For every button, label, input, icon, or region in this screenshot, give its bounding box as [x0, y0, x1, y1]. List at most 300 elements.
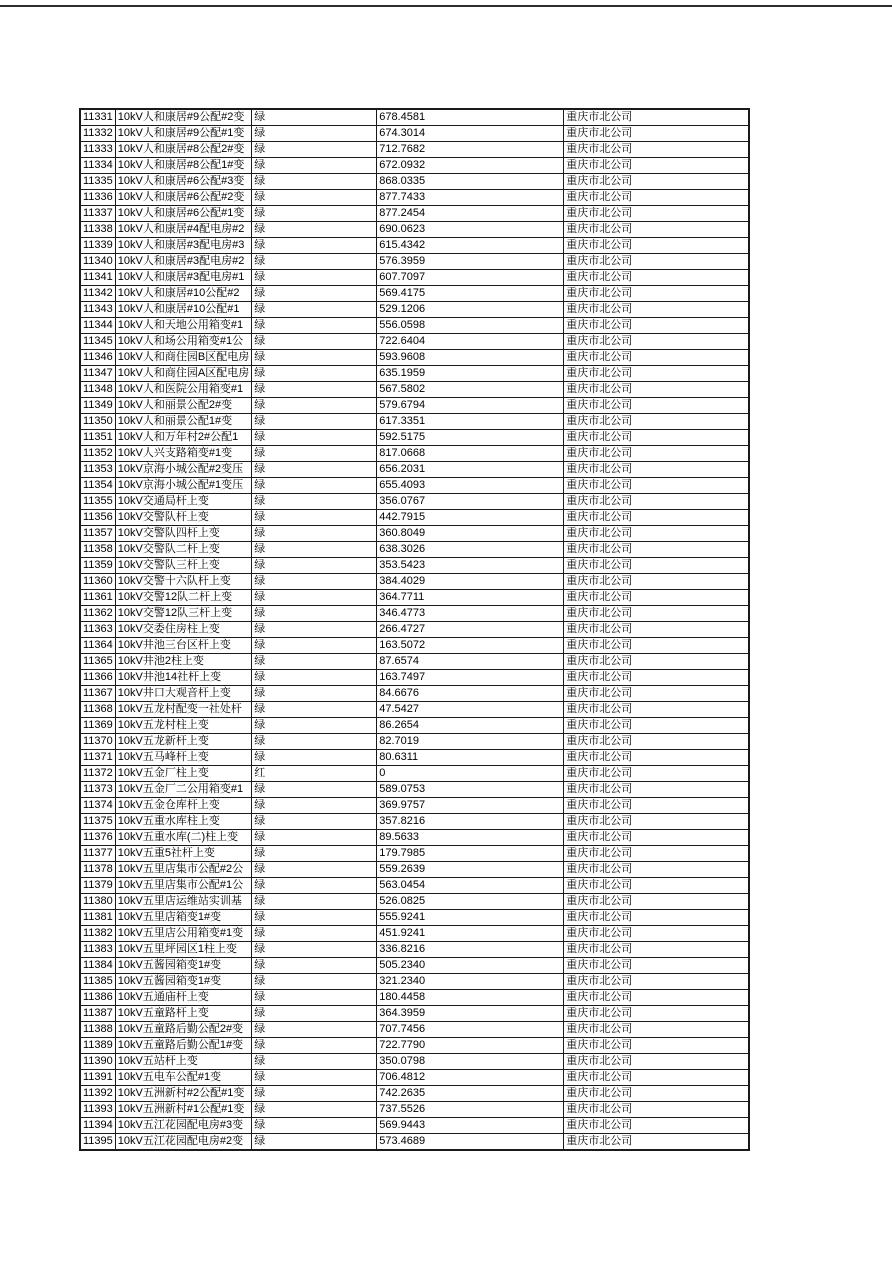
cell-status[interactable]: 绿	[252, 990, 377, 1006]
cell-company[interactable]: 重庆市北公司	[564, 462, 749, 478]
cell-name[interactable]: 10kV五电车公配#1变	[115, 1070, 251, 1086]
cell-id[interactable]: 11382	[80, 926, 115, 942]
cell-company[interactable]: 重庆市北公司	[564, 958, 749, 974]
cell-status[interactable]: 绿	[252, 846, 377, 862]
cell-company[interactable]: 重庆市北公司	[564, 158, 749, 174]
cell-value[interactable]: 360.8049	[377, 526, 564, 542]
cell-name[interactable]: 10kV五重水库柱上变	[115, 814, 251, 830]
cell-name[interactable]: 10kV人和康居#8公配1#变	[115, 158, 251, 174]
cell-id[interactable]: 11374	[80, 798, 115, 814]
cell-name[interactable]: 10kV五通庙杆上变	[115, 990, 251, 1006]
cell-value[interactable]: 638.3026	[377, 542, 564, 558]
cell-name[interactable]: 10kV井池14社杆上变	[115, 670, 251, 686]
cell-id[interactable]: 11392	[80, 1086, 115, 1102]
cell-value[interactable]: 364.7711	[377, 590, 564, 606]
cell-name[interactable]: 10kV五酱园箱变1#变	[115, 974, 251, 990]
cell-status[interactable]: 绿	[252, 830, 377, 846]
cell-company[interactable]: 重庆市北公司	[564, 750, 749, 766]
cell-value[interactable]: 180.4458	[377, 990, 564, 1006]
cell-name[interactable]: 10kV人和医院公用箱变#1	[115, 382, 251, 398]
cell-name[interactable]: 10kV井口大观音杆上变	[115, 686, 251, 702]
cell-id[interactable]: 11360	[80, 574, 115, 590]
cell-id[interactable]: 11376	[80, 830, 115, 846]
cell-id[interactable]: 11342	[80, 286, 115, 302]
cell-id[interactable]: 11335	[80, 174, 115, 190]
cell-company[interactable]: 重庆市北公司	[564, 878, 749, 894]
cell-company[interactable]: 重庆市北公司	[564, 526, 749, 542]
cell-id[interactable]: 11357	[80, 526, 115, 542]
cell-status[interactable]: 绿	[252, 382, 377, 398]
cell-value[interactable]: 80.6311	[377, 750, 564, 766]
cell-company[interactable]: 重庆市北公司	[564, 318, 749, 334]
cell-id[interactable]: 11370	[80, 734, 115, 750]
cell-company[interactable]: 重庆市北公司	[564, 846, 749, 862]
cell-id[interactable]: 11369	[80, 718, 115, 734]
cell-name[interactable]: 10kV五金仓库杆上变	[115, 798, 251, 814]
cell-name[interactable]: 10kV井池三台区杆上变	[115, 638, 251, 654]
cell-name[interactable]: 10kV交警队二杆上变	[115, 542, 251, 558]
cell-name[interactable]: 10kV人和康居#9公配#2变	[115, 109, 251, 126]
cell-status[interactable]: 绿	[252, 430, 377, 446]
cell-name[interactable]: 10kV人和丽景公配1#变	[115, 414, 251, 430]
cell-value[interactable]: 163.5072	[377, 638, 564, 654]
cell-value[interactable]: 353.5423	[377, 558, 564, 574]
cell-status[interactable]: 绿	[252, 734, 377, 750]
cell-value[interactable]: 868.0335	[377, 174, 564, 190]
cell-name[interactable]: 10kV京海小城公配#1变压	[115, 478, 251, 494]
cell-status[interactable]: 绿	[252, 958, 377, 974]
cell-name[interactable]: 10kV五里店集市公配#2公	[115, 862, 251, 878]
cell-value[interactable]: 589.0753	[377, 782, 564, 798]
cell-status[interactable]: 绿	[252, 1022, 377, 1038]
cell-name[interactable]: 10kV交警队四杆上变	[115, 526, 251, 542]
cell-id[interactable]: 11379	[80, 878, 115, 894]
cell-value[interactable]: 707.7456	[377, 1022, 564, 1038]
cell-id[interactable]: 11372	[80, 766, 115, 782]
cell-value[interactable]: 877.7433	[377, 190, 564, 206]
cell-status[interactable]: 绿	[252, 974, 377, 990]
cell-company[interactable]: 重庆市北公司	[564, 126, 749, 142]
cell-name[interactable]: 10kV人和康居#10公配#2	[115, 286, 251, 302]
cell-status[interactable]: 绿	[252, 894, 377, 910]
cell-status[interactable]: 绿	[252, 238, 377, 254]
cell-status[interactable]: 绿	[252, 254, 377, 270]
cell-status[interactable]: 绿	[252, 526, 377, 542]
cell-name[interactable]: 10kV五里坪园区1柱上变	[115, 942, 251, 958]
cell-id[interactable]: 11364	[80, 638, 115, 654]
cell-status[interactable]: 绿	[252, 910, 377, 926]
cell-value[interactable]: 678.4581	[377, 109, 564, 126]
cell-value[interactable]: 555.9241	[377, 910, 564, 926]
cell-value[interactable]: 86.2654	[377, 718, 564, 734]
cell-status[interactable]: 绿	[252, 1134, 377, 1151]
cell-value[interactable]: 593.9608	[377, 350, 564, 366]
cell-name[interactable]: 10kV人和康居#6公配#1变	[115, 206, 251, 222]
cell-status[interactable]: 绿	[252, 670, 377, 686]
cell-name[interactable]: 10kV人和场公用箱变#1公	[115, 334, 251, 350]
cell-status[interactable]: 绿	[252, 270, 377, 286]
cell-status[interactable]: 绿	[252, 414, 377, 430]
cell-id[interactable]: 11391	[80, 1070, 115, 1086]
cell-value[interactable]: 563.0454	[377, 878, 564, 894]
cell-company[interactable]: 重庆市北公司	[564, 1006, 749, 1022]
cell-name[interactable]: 10kV五洲新村#1公配#1变	[115, 1102, 251, 1118]
cell-id[interactable]: 11377	[80, 846, 115, 862]
cell-company[interactable]: 重庆市北公司	[564, 446, 749, 462]
cell-id[interactable]: 11368	[80, 702, 115, 718]
cell-status[interactable]: 绿	[252, 574, 377, 590]
cell-company[interactable]: 重庆市北公司	[564, 222, 749, 238]
cell-company[interactable]: 重庆市北公司	[564, 398, 749, 414]
cell-value[interactable]: 356.0767	[377, 494, 564, 510]
cell-status[interactable]: 红	[252, 766, 377, 782]
cell-company[interactable]: 重庆市北公司	[564, 334, 749, 350]
cell-status[interactable]: 绿	[252, 1006, 377, 1022]
cell-name[interactable]: 10kV五马峰杆上变	[115, 750, 251, 766]
cell-id[interactable]: 11347	[80, 366, 115, 382]
cell-name[interactable]: 10kV五童路杆上变	[115, 1006, 251, 1022]
cell-id[interactable]: 11362	[80, 606, 115, 622]
cell-status[interactable]: 绿	[252, 1118, 377, 1134]
cell-company[interactable]: 重庆市北公司	[564, 702, 749, 718]
cell-company[interactable]: 重庆市北公司	[564, 686, 749, 702]
cell-status[interactable]: 绿	[252, 478, 377, 494]
cell-value[interactable]: 742.2635	[377, 1086, 564, 1102]
cell-name[interactable]: 10kV交警12队三杆上变	[115, 606, 251, 622]
cell-name[interactable]: 10kV交委住房柱上变	[115, 622, 251, 638]
cell-value[interactable]: 706.4812	[377, 1070, 564, 1086]
cell-value[interactable]: 722.6404	[377, 334, 564, 350]
cell-company[interactable]: 重庆市北公司	[564, 254, 749, 270]
cell-status[interactable]: 绿	[252, 206, 377, 222]
cell-status[interactable]: 绿	[252, 1038, 377, 1054]
cell-id[interactable]: 11352	[80, 446, 115, 462]
cell-value[interactable]: 635.1959	[377, 366, 564, 382]
cell-status[interactable]: 绿	[252, 782, 377, 798]
cell-name[interactable]: 10kV人和天地公用箱变#1	[115, 318, 251, 334]
cell-company[interactable]: 重庆市北公司	[564, 190, 749, 206]
cell-company[interactable]: 重庆市北公司	[564, 142, 749, 158]
cell-company[interactable]: 重庆市北公司	[564, 1022, 749, 1038]
cell-value[interactable]: 266.4727	[377, 622, 564, 638]
cell-name[interactable]: 10kV五里店集市公配#1公	[115, 878, 251, 894]
cell-value[interactable]: 526.0825	[377, 894, 564, 910]
cell-name[interactable]: 10kV人和丽景公配2#变	[115, 398, 251, 414]
cell-value[interactable]: 364.3959	[377, 1006, 564, 1022]
cell-id[interactable]: 11384	[80, 958, 115, 974]
cell-status[interactable]: 绿	[252, 350, 377, 366]
cell-status[interactable]: 绿	[252, 446, 377, 462]
cell-company[interactable]: 重庆市北公司	[564, 974, 749, 990]
cell-name[interactable]: 10kV五童路后勤公配1#变	[115, 1038, 251, 1054]
cell-name[interactable]: 10kV人和康居#6公配#2变	[115, 190, 251, 206]
cell-status[interactable]: 绿	[252, 638, 377, 654]
cell-status[interactable]: 绿	[252, 862, 377, 878]
cell-id[interactable]: 11358	[80, 542, 115, 558]
cell-company[interactable]: 重庆市北公司	[564, 798, 749, 814]
cell-name[interactable]: 10kV五重水库(二)柱上变	[115, 830, 251, 846]
cell-id[interactable]: 11339	[80, 238, 115, 254]
cell-status[interactable]: 绿	[252, 814, 377, 830]
cell-id[interactable]: 11388	[80, 1022, 115, 1038]
cell-status[interactable]: 绿	[252, 718, 377, 734]
cell-id[interactable]: 11332	[80, 126, 115, 142]
cell-company[interactable]: 重庆市北公司	[564, 286, 749, 302]
cell-name[interactable]: 10kV人和康居#9公配#1变	[115, 126, 251, 142]
cell-id[interactable]: 11350	[80, 414, 115, 430]
cell-company[interactable]: 重庆市北公司	[564, 302, 749, 318]
cell-status[interactable]: 绿	[252, 494, 377, 510]
cell-company[interactable]: 重庆市北公司	[564, 670, 749, 686]
cell-id[interactable]: 11365	[80, 654, 115, 670]
cell-value[interactable]: 336.8216	[377, 942, 564, 958]
cell-company[interactable]: 重庆市北公司	[564, 510, 749, 526]
cell-company[interactable]: 重庆市北公司	[564, 894, 749, 910]
cell-company[interactable]: 重庆市北公司	[564, 814, 749, 830]
cell-value[interactable]: 384.4029	[377, 574, 564, 590]
cell-company[interactable]: 重庆市北公司	[564, 206, 749, 222]
cell-id[interactable]: 11389	[80, 1038, 115, 1054]
cell-value[interactable]: 607.7097	[377, 270, 564, 286]
cell-company[interactable]: 重庆市北公司	[564, 542, 749, 558]
cell-id[interactable]: 11349	[80, 398, 115, 414]
cell-value[interactable]: 712.7682	[377, 142, 564, 158]
cell-id[interactable]: 11378	[80, 862, 115, 878]
cell-company[interactable]: 重庆市北公司	[564, 782, 749, 798]
cell-id[interactable]: 11375	[80, 814, 115, 830]
cell-name[interactable]: 10kV人和商住园A区配电房	[115, 366, 251, 382]
cell-status[interactable]: 绿	[252, 158, 377, 174]
cell-status[interactable]: 绿	[252, 222, 377, 238]
cell-company[interactable]: 重庆市北公司	[564, 558, 749, 574]
cell-status[interactable]: 绿	[252, 1086, 377, 1102]
cell-name[interactable]: 10kV人和康居#10公配#1	[115, 302, 251, 318]
cell-name[interactable]: 10kV五里店公用箱变#1变	[115, 926, 251, 942]
cell-status[interactable]: 绿	[252, 702, 377, 718]
cell-status[interactable]: 绿	[252, 334, 377, 350]
cell-company[interactable]: 重庆市北公司	[564, 1086, 749, 1102]
cell-status[interactable]: 绿	[252, 1054, 377, 1070]
cell-company[interactable]: 重庆市北公司	[564, 1102, 749, 1118]
cell-id[interactable]: 11385	[80, 974, 115, 990]
cell-company[interactable]: 重庆市北公司	[564, 1038, 749, 1054]
cell-id[interactable]: 11338	[80, 222, 115, 238]
cell-name[interactable]: 10kV人和康居#6公配#3变	[115, 174, 251, 190]
cell-id[interactable]: 11371	[80, 750, 115, 766]
cell-value[interactable]: 817.0668	[377, 446, 564, 462]
cell-name[interactable]: 10kV五里店运维站实训基	[115, 894, 251, 910]
cell-status[interactable]: 绿	[252, 606, 377, 622]
cell-name[interactable]: 10kV人和康居#4配电房#2	[115, 222, 251, 238]
cell-company[interactable]: 重庆市北公司	[564, 238, 749, 254]
cell-company[interactable]: 重庆市北公司	[564, 734, 749, 750]
cell-name[interactable]: 10kV井池2柱上变	[115, 654, 251, 670]
cell-id[interactable]: 11337	[80, 206, 115, 222]
cell-status[interactable]: 绿	[252, 302, 377, 318]
cell-value[interactable]: 573.4689	[377, 1134, 564, 1151]
cell-value[interactable]: 674.3014	[377, 126, 564, 142]
cell-name[interactable]: 10kV人和康居#8公配2#变	[115, 142, 251, 158]
cell-value[interactable]: 321.2340	[377, 974, 564, 990]
cell-id[interactable]: 11345	[80, 334, 115, 350]
cell-company[interactable]: 重庆市北公司	[564, 606, 749, 622]
cell-value[interactable]: 442.7915	[377, 510, 564, 526]
cell-name[interactable]: 10kV五金厂二公用箱变#1	[115, 782, 251, 798]
cell-value[interactable]: 569.9443	[377, 1118, 564, 1134]
cell-status[interactable]: 绿	[252, 286, 377, 302]
cell-company[interactable]: 重庆市北公司	[564, 1118, 749, 1134]
cell-company[interactable]: 重庆市北公司	[564, 942, 749, 958]
cell-status[interactable]: 绿	[252, 558, 377, 574]
cell-company[interactable]: 重庆市北公司	[564, 862, 749, 878]
cell-company[interactable]: 重庆市北公司	[564, 270, 749, 286]
cell-id[interactable]: 11334	[80, 158, 115, 174]
cell-id[interactable]: 11341	[80, 270, 115, 286]
cell-id[interactable]: 11359	[80, 558, 115, 574]
cell-name[interactable]: 10kV五洲新村#2公配#1变	[115, 1086, 251, 1102]
cell-status[interactable]: 绿	[252, 654, 377, 670]
cell-value[interactable]: 690.0623	[377, 222, 564, 238]
cell-name[interactable]: 10kV人和商住园B区配电房	[115, 350, 251, 366]
cell-name[interactable]: 10kV五金厂柱上变	[115, 766, 251, 782]
cell-name[interactable]: 10kV五童路后勤公配2#变	[115, 1022, 251, 1038]
cell-company[interactable]: 重庆市北公司	[564, 478, 749, 494]
cell-id[interactable]: 11336	[80, 190, 115, 206]
cell-id[interactable]: 11383	[80, 942, 115, 958]
cell-id[interactable]: 11340	[80, 254, 115, 270]
cell-company[interactable]: 重庆市北公司	[564, 718, 749, 734]
cell-value[interactable]: 357.8216	[377, 814, 564, 830]
cell-value[interactable]: 89.5633	[377, 830, 564, 846]
cell-status[interactable]: 绿	[252, 510, 377, 526]
cell-id[interactable]: 11361	[80, 590, 115, 606]
cell-id[interactable]: 11394	[80, 1118, 115, 1134]
cell-name[interactable]: 10kV人和万年村2#公配1	[115, 430, 251, 446]
cell-value[interactable]: 877.2454	[377, 206, 564, 222]
cell-value[interactable]: 529.1206	[377, 302, 564, 318]
cell-company[interactable]: 重庆市北公司	[564, 1054, 749, 1070]
cell-name[interactable]: 10kV交警队三杆上变	[115, 558, 251, 574]
cell-name[interactable]: 10kV交警队杆上变	[115, 510, 251, 526]
cell-value[interactable]: 579.6794	[377, 398, 564, 414]
cell-name[interactable]: 10kV五龙村配变一社处杆	[115, 702, 251, 718]
cell-value[interactable]: 569.4175	[377, 286, 564, 302]
cell-company[interactable]: 重庆市北公司	[564, 766, 749, 782]
cell-name[interactable]: 10kV人和康居#3配电房#1	[115, 270, 251, 286]
cell-value[interactable]: 350.0798	[377, 1054, 564, 1070]
cell-id[interactable]: 11351	[80, 430, 115, 446]
cell-company[interactable]: 重庆市北公司	[564, 174, 749, 190]
cell-value[interactable]: 84.6676	[377, 686, 564, 702]
cell-status[interactable]: 绿	[252, 142, 377, 158]
cell-status[interactable]: 绿	[252, 462, 377, 478]
cell-value[interactable]: 0	[377, 766, 564, 782]
cell-value[interactable]: 592.5175	[377, 430, 564, 446]
cell-status[interactable]: 绿	[252, 622, 377, 638]
cell-value[interactable]: 163.7497	[377, 670, 564, 686]
cell-id[interactable]: 11366	[80, 670, 115, 686]
cell-value[interactable]: 346.4773	[377, 606, 564, 622]
cell-id[interactable]: 11333	[80, 142, 115, 158]
cell-status[interactable]: 绿	[252, 686, 377, 702]
cell-company[interactable]: 重庆市北公司	[564, 1070, 749, 1086]
cell-value[interactable]: 615.4342	[377, 238, 564, 254]
cell-name[interactable]: 10kV人和康居#3配电房#3	[115, 238, 251, 254]
cell-name[interactable]: 10kV五江花园配电房#2变	[115, 1134, 251, 1151]
cell-name[interactable]: 10kV五站杆上变	[115, 1054, 251, 1070]
cell-name[interactable]: 10kV五江花园配电房#3变	[115, 1118, 251, 1134]
cell-company[interactable]: 重庆市北公司	[564, 366, 749, 382]
cell-status[interactable]: 绿	[252, 878, 377, 894]
cell-value[interactable]: 179.7985	[377, 846, 564, 862]
cell-status[interactable]: 绿	[252, 1070, 377, 1086]
cell-name[interactable]: 10kV五里店箱变1#变	[115, 910, 251, 926]
cell-name[interactable]: 10kV五龙村柱上变	[115, 718, 251, 734]
cell-company[interactable]: 重庆市北公司	[564, 574, 749, 590]
cell-status[interactable]: 绿	[252, 750, 377, 766]
cell-company[interactable]: 重庆市北公司	[564, 830, 749, 846]
cell-id[interactable]: 11393	[80, 1102, 115, 1118]
cell-value[interactable]: 576.3959	[377, 254, 564, 270]
cell-value[interactable]: 451.9241	[377, 926, 564, 942]
cell-value[interactable]: 369.9757	[377, 798, 564, 814]
cell-company[interactable]: 重庆市北公司	[564, 382, 749, 398]
cell-company[interactable]: 重庆市北公司	[564, 622, 749, 638]
cell-company[interactable]: 重庆市北公司	[564, 990, 749, 1006]
cell-value[interactable]: 722.7790	[377, 1038, 564, 1054]
cell-id[interactable]: 11381	[80, 910, 115, 926]
cell-status[interactable]: 绿	[252, 798, 377, 814]
cell-name[interactable]: 10kV五龙新杆上变	[115, 734, 251, 750]
cell-value[interactable]: 672.0932	[377, 158, 564, 174]
cell-status[interactable]: 绿	[252, 1102, 377, 1118]
cell-name[interactable]: 10kV交警十六队杆上变	[115, 574, 251, 590]
cell-name[interactable]: 10kV京海小城公配#2变压	[115, 462, 251, 478]
cell-id[interactable]: 11348	[80, 382, 115, 398]
cell-company[interactable]: 重庆市北公司	[564, 654, 749, 670]
cell-status[interactable]: 绿	[252, 318, 377, 334]
cell-status[interactable]: 绿	[252, 126, 377, 142]
cell-status[interactable]: 绿	[252, 366, 377, 382]
cell-company[interactable]: 重庆市北公司	[564, 638, 749, 654]
cell-id[interactable]: 11355	[80, 494, 115, 510]
cell-id[interactable]: 11331	[80, 109, 115, 126]
cell-name[interactable]: 10kV五酱园箱变1#变	[115, 958, 251, 974]
cell-value[interactable]: 656.2031	[377, 462, 564, 478]
cell-id[interactable]: 11380	[80, 894, 115, 910]
cell-value[interactable]: 617.3351	[377, 414, 564, 430]
cell-name[interactable]: 10kV交通局杆上变	[115, 494, 251, 510]
cell-id[interactable]: 11344	[80, 318, 115, 334]
cell-value[interactable]: 47.5427	[377, 702, 564, 718]
cell-status[interactable]: 绿	[252, 542, 377, 558]
cell-value[interactable]: 567.5802	[377, 382, 564, 398]
cell-id[interactable]: 11386	[80, 990, 115, 1006]
cell-company[interactable]: 重庆市北公司	[564, 109, 749, 126]
cell-company[interactable]: 重庆市北公司	[564, 1134, 749, 1151]
cell-company[interactable]: 重庆市北公司	[564, 494, 749, 510]
cell-value[interactable]: 556.0598	[377, 318, 564, 334]
cell-company[interactable]: 重庆市北公司	[564, 590, 749, 606]
cell-name[interactable]: 10kV人和康居#3配电房#2	[115, 254, 251, 270]
cell-id[interactable]: 11363	[80, 622, 115, 638]
cell-value[interactable]: 87.6574	[377, 654, 564, 670]
cell-company[interactable]: 重庆市北公司	[564, 910, 749, 926]
cell-status[interactable]: 绿	[252, 174, 377, 190]
cell-id[interactable]: 11346	[80, 350, 115, 366]
cell-company[interactable]: 重庆市北公司	[564, 430, 749, 446]
cell-value[interactable]: 737.5526	[377, 1102, 564, 1118]
